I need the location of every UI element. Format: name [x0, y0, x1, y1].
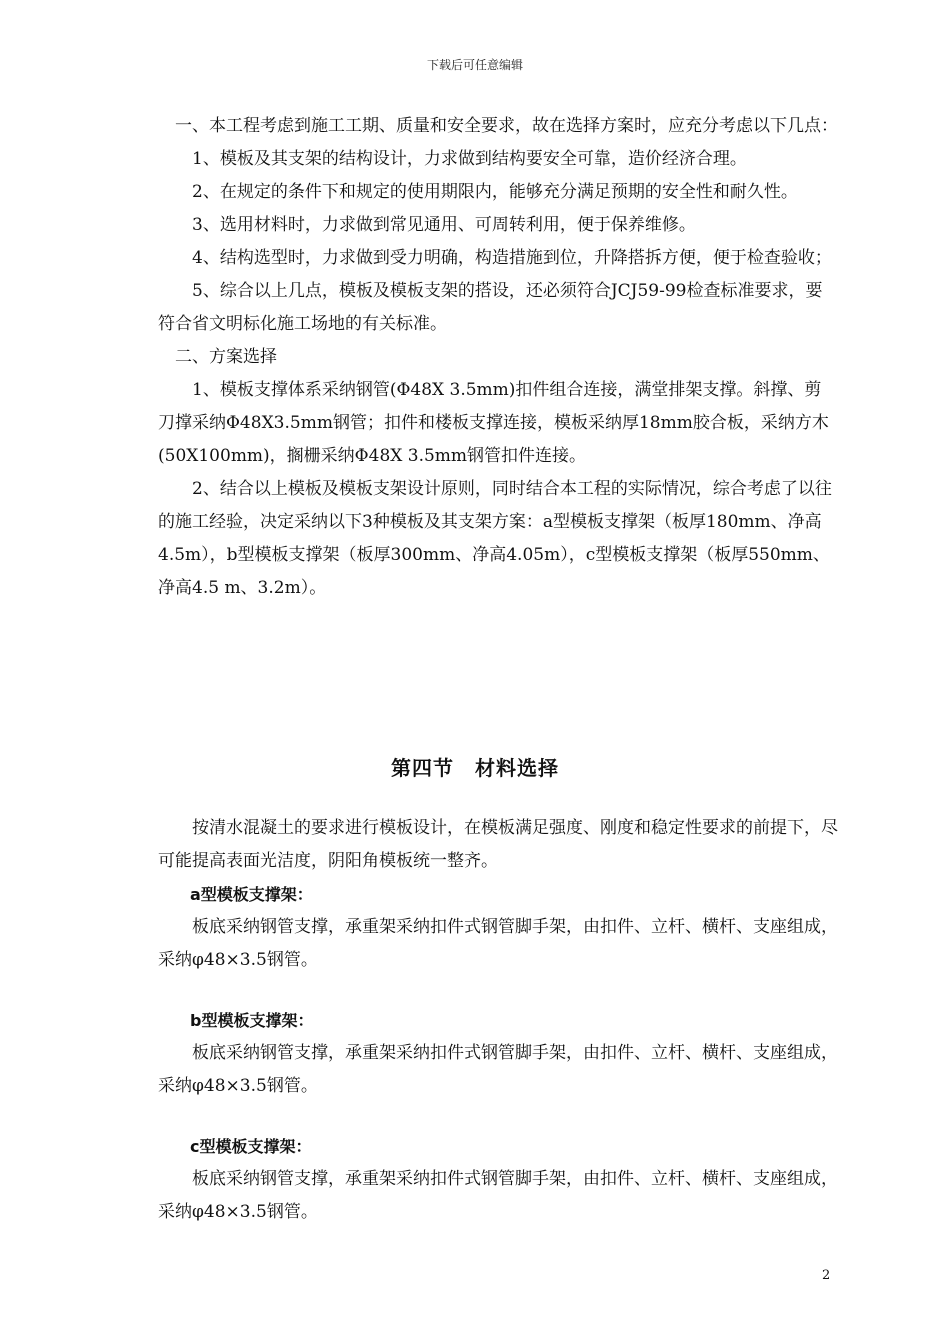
- paragraph-type-b: 板底采纳钢管支撑，承重架采纳扣件式钢管脚手架，由扣件、立杆、横杆、支座组成，采纳φ48×3.5钢管。: [158, 1043, 838, 1096]
- heading-scheme-selection: 二、方案选择: [158, 347, 277, 367]
- paragraph-type-c: 板底采纳钢管支撑，承重架采纳扣件式钢管脚手架，由扣件、立杆、横杆、支座组成，采纳φ48×3.5钢管。: [158, 1169, 838, 1222]
- document-body-part1: [158, 110, 838, 605]
- spacer: [158, 977, 838, 1004]
- paragraph-material-intro: 按清水混凝土的要求进行模板设计，在模板满足强度、刚度和稳定性要求的前提下，尽可能提高表面光洁度，阴阳角模板统一整齐。: [158, 818, 838, 871]
- spacer: [158, 1103, 838, 1130]
- subheading-type-b: b型模板支撑架：: [158, 1011, 314, 1030]
- subheading-type-c: c型模板支撑架：: [158, 1137, 312, 1156]
- paragraph-point-4: 4、结构选型时，力求做到受力明确，构造措施到位，升降搭拆方便，便于检查验收；: [158, 248, 832, 268]
- document-body-section4: [158, 812, 838, 1229]
- paragraph-scheme-1: 1、模板支撑体系采纳钢管(Φ48X 3.5mm)扣件组合连接，满堂排架支撑。斜撑、剪刀撑采纳Φ48X3.5mm钢管；扣件和楼板支撑连接，模板采纳厚18mm胶合板，采纳方木(50X100mm)，搁栅采纳Φ48X 3.5mm钢管扣件连接。: [158, 380, 829, 466]
- paragraph-point-5: 5、综合以上几点，模板及模板支架的搭设，还必须符合JCJ59-99检查标准要求，要符合省文明标化施工场地的有关标准。: [158, 281, 823, 334]
- paragraph-type-a: 板底采纳钢管支撑，承重架采纳扣件式钢管脚手架，由扣件、立杆、横杆、支座组成，采纳φ48×3.5钢管。: [158, 917, 838, 970]
- section-title: 第四节 材料选择: [391, 756, 559, 780]
- page-number: 2: [822, 1268, 831, 1283]
- paragraph-point-3: 3、选用材料时，力求做到常见通用、可周转利用，便于保养维修。: [158, 215, 696, 235]
- page-header: 下载后可任意编辑: [426, 58, 523, 72]
- subheading-type-a: a型模板支撑架：: [158, 885, 313, 904]
- paragraph-consideration-intro: 一、本工程考虑到施工工期、质量和安全要求，故在选择方案时，应充分考虑以下几点：: [158, 116, 838, 136]
- paragraph-point-2: 2、在规定的条件下和规定的使用期限内，能够充分满足预期的安全性和耐久性。: [158, 182, 798, 202]
- paragraph-scheme-2: 2、结合以上模板及模板支架设计原则，同时结合本工程的实际情况，综合考虑了以往的施工经验，决定采纳以下3种模板及其支架方案：a型模板支撑架（板厚180mm、净高4.5m），b型模板支撑架（板厚300mm、净高4.05m），c型模板支撑架（板厚550mm、净高4.5 m、3.2m）。: [158, 479, 832, 598]
- paragraph-point-1: 1、模板及其支架的结构设计，力求做到结构要安全可靠，造价经济合理。: [158, 149, 747, 169]
